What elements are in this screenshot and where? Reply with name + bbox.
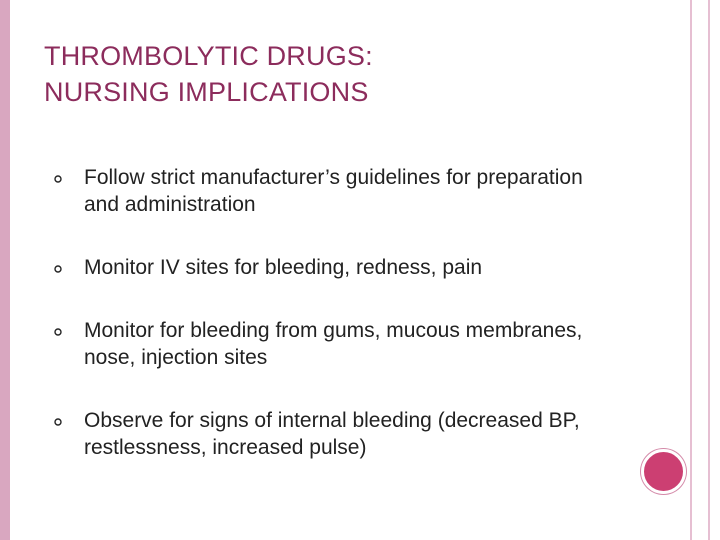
bullet-item	[54, 254, 664, 281]
hollow-circle-icon	[54, 328, 62, 336]
bullet-text-line-2: nose, injection sites	[84, 346, 268, 369]
bullet-text-line-2: and administration	[84, 193, 256, 216]
bullet-text-line-1: Observe for signs of internal bleeding (decreased BP,	[84, 409, 580, 432]
hollow-circle-icon	[54, 175, 62, 183]
decorative-accent-circle	[641, 449, 686, 494]
bullet-item	[54, 407, 664, 461]
bullet-text-line-1: Follow strict manufacturer’s guidelines for preparation	[84, 166, 583, 189]
bullet-item	[54, 317, 664, 371]
bullet-item	[54, 164, 664, 218]
hollow-circle-icon	[54, 418, 62, 426]
bullet-text-line-2: restlessness, increased pulse)	[84, 436, 367, 459]
right-decorative-line-inner	[690, 0, 692, 540]
bullet-text-line-1: Monitor IV sites for bleeding, redness, pain	[84, 256, 483, 279]
slide-title-line-1: THROMBOLYTIC DRUGS:	[44, 41, 373, 71]
left-decorative-bar	[0, 0, 10, 540]
bullet-text-line-1: Monitor for bleeding from gums, mucous membranes,	[84, 319, 583, 342]
right-decorative-line-outer	[708, 0, 710, 540]
slide-title-line-2: NURSING IMPLICATIONS	[44, 77, 369, 107]
slide-title	[44, 38, 644, 110]
bullet-list	[54, 164, 664, 497]
hollow-circle-icon	[54, 265, 62, 273]
